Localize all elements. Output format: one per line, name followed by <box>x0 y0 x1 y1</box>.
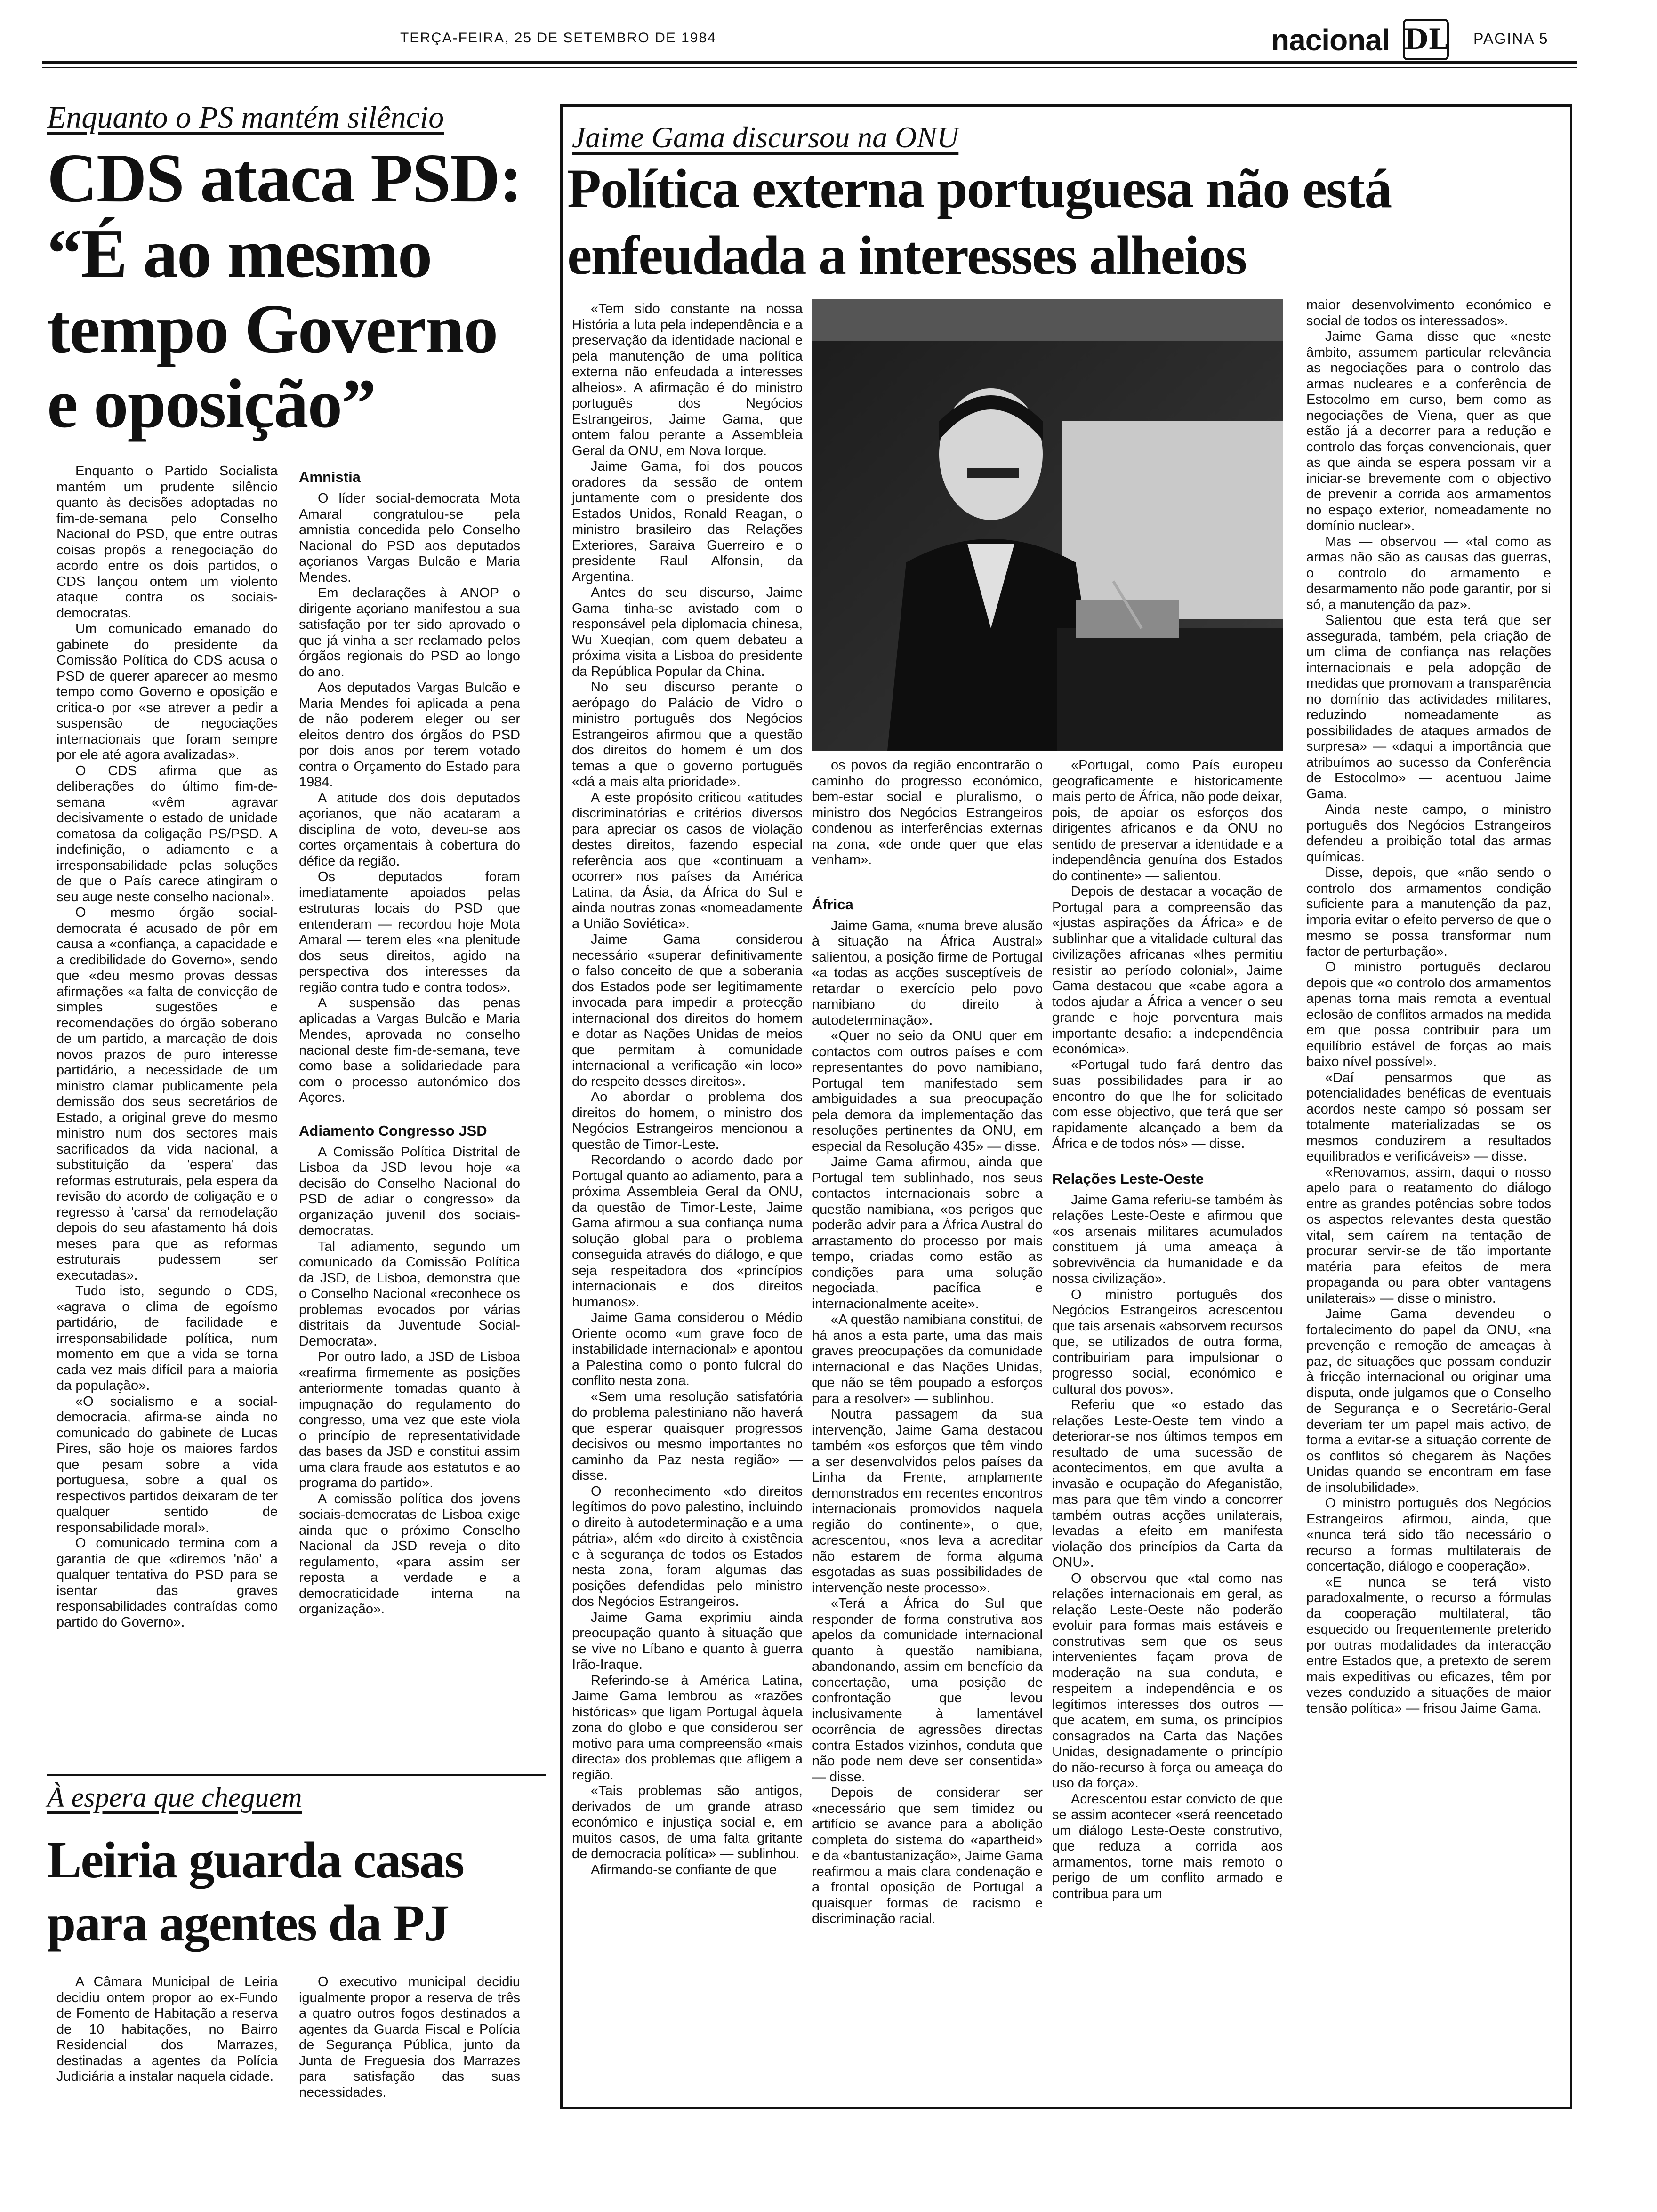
amnistia-subheading: Amnistia <box>299 469 361 485</box>
cds-headline-line: tempo Governo <box>47 290 498 368</box>
cds-column-2 <box>299 464 520 1767</box>
gama-paragraph: O ministro português declarou depois que «o controlo dos armamentos apenas torna mais remota a eventual eclosão de conflitos armados na medida em que possa contribuir para um equilíbrio estável de forças ao mais baixo nível possível». <box>1306 960 1551 1069</box>
gama-paragraph: Jaime Gama, «numa breve alusão à situação na África Austral» salientou, a posição firme de Portugal «a todas as acções susceptíveis de retardar o exercício pelo povo namibiano do direito à autodeterminação». <box>812 918 1043 1028</box>
gama-paragraph: «E nunca se terá visto paradoxalmente, o recurso a fórmulas da cooperação multilateral, tão esquecido ou frequentemente preterido por outras modalidades da interacção entre Estados que, a pretexto de serem mais expeditivas ou eficazes, têm por vezes conduzido a situações de maior tensão política» — frisou Jaime Gama. <box>1306 1574 1551 1716</box>
gama-column-3 <box>1052 758 1283 2094</box>
leiria-column-2 <box>299 1974 520 2100</box>
gama-paragraph: Jaime Gama devendeu o fortalecimento do papel da ONU, «na prevenção e remoção de ameaças à paz, de situações que possam conduzir à fricção internacional ou originar uma disputa, onde julgamos que o Conselho de Segurança e o Secretário-Geral deveriam ter um papel mais activo, de forma a evitar-se a situação corrente de os conflitos só chegarem às Nações Unidas quando se encontram em fase de insolubilidade». <box>1306 1306 1551 1495</box>
cds-column-1 <box>56 464 278 1767</box>
gama-paragraph: Disse, depois, que «não sendo o controlo dos armamentos condição suficiente para a manutenção da paz, imporia evitar o efeito perverso de que o mesmo se possa transformar num factor de perturbação». <box>1306 865 1551 959</box>
cds-paragraph: O mesmo órgão social-democrata é acusado de pôr em causa a «confiança, a capacidade e a credibilidade do Governo», sendo que «deu mesmo provas dessas afirmações «a falta de convicção de simples sugestões e recomendações do órgão soberano de um partido, a marcação de dois novos prazos de puro interesse partidário, a necessidade de um ministro clamar publicamente pela demissão dos seus secretários de Estado, a original greve do mesmo ministro num dos sectores mais sacrificados da vida nacional, a substituição da 'espera' das reformas estruturais, pela espera da revisão do acordo de coligação e o regresso à 'carsa' da remodelação depois do seu afastamento há dois meses para que as reformas estruturais pudessem ser executadas». <box>56 905 278 1283</box>
gama-paragraph: No seu discurso perante o aerópago do Palácio de Vidro o ministro português dos Negócios Estrangeiros afirmou que a questão dos direitos do homem é um dos temas a que o governo português «dá a mais alta prioridade». <box>572 680 803 789</box>
masthead-rule-thin <box>42 67 1577 68</box>
gama-paragraph: Referiu que «o estado das relações Leste-Oeste tem vindo a deteriorar-se nos últimos tempos em resultado de uma sucessão de acontecimentos, em que avulta a invasão e ocupação do Afeganistão, mas para que têm vindo a concorrer também outras acções unilaterais, levadas a efeito em manifesta violação dos princípios da Carta da ONU». <box>1052 1397 1283 1570</box>
cds-paragraph: A Comissão Política Distrital de Lisboa da JSD levou hoje «a decisão do Conselho Nacional do PSD de adiar o congresso» da organização juvenil dos sociais-democratas. <box>299 1144 520 1238</box>
cds-paragraph: A atitude dos dois deputados açorianos, que não acataram a disciplina de voto, deveu-se aos cortes orçamentais à cobertura do défice da região. <box>299 790 520 869</box>
gama-kicker: Jaime Gama discursou na ONU <box>572 120 959 154</box>
gama-paragraph: Antes do seu discurso, Jaime Gama tinha-se avistado com o responsável pela diplomacia chinesa, Wu Xueqian, com quem debateu a próxima visita a Lisboa do presidente da República Popular da China. <box>572 585 803 679</box>
gama-paragraph: Jaime Gama disse que «neste âmbito, assumem particular relevância as negociações para o controlo das armas nucleares e a conferência de Estocolmo em curso, bem como as negociações de Viena, quer as que estão já a decorrer para a redução e controlo das forças convencionais, quer as que ainda se espera possam vir a iniciar-se brevemente com o objectivo de prevenir a corrida aos armamentos no espaço exterior, nomeadamente no domínio nuclear». <box>1306 329 1551 533</box>
gama-headline-line: Política externa portuguesa não está <box>567 158 1392 219</box>
leiria-column-1 <box>56 1974 278 2087</box>
gama-paragraph: «Tais problemas são antigos, derivados de um grande atraso económico e injustiça social e, em muitos casos, de uma falta gritante de democracia política» — sublinhou. <box>572 1783 803 1861</box>
gama-column-4 <box>1306 297 1551 2094</box>
newspaper-logo: DL <box>1403 19 1449 60</box>
gama-paragraph: Jaime Gama referiu-se também às relações Leste-Oeste e afirmou que «os arsenais militares acumulados constituem já uma ameaça à sobrevivência da humanidade e da nossa civilização». <box>1052 1192 1283 1286</box>
cds-headline <box>47 141 522 442</box>
gama-column-1 <box>572 301 803 2094</box>
speaker-at-podium-photo <box>812 299 1283 751</box>
cds-paragraph: O comunicado termina com a garantia de que «diremos 'não' a qualquer tentativa do PSD para se isentar das graves responsabilidades contraídas como partido do Governo». <box>56 1536 278 1630</box>
gama-paragraph: «Tem sido constante na nossa História a luta pela independência e a preservação da identidade nacional e pela manutenção de uma política externa não enfeudada a interesses alheios». A afirmação é do ministro português dos Negócios Estrangeiros, Jaime Gama, que ontem falou perante a Assembleia Geral da ONU, em Nova Iorque. <box>572 301 803 458</box>
cds-paragraph: Enquanto o Partido Socialista mantém um prudente silêncio quanto às decisões adoptadas no fim-de-semana pelo Conselho Nacional do PSD, que entre outras coisas propôs a renegociação do acordo entre os dois partidos, o CDS lançou ontem um violento ataque contra os sociais-democratas. <box>56 464 278 621</box>
gama-paragraph: Jaime Gama afirmou, ainda que Portugal tem sublinhado, nos seus contactos internacionais sobre a questão namibiana, «os perigos que poderão advir para a África Austral do arrastamento do processo por mais tempo, criadas como estão as condições para uma solução negociada, pacífica e internacionalmente aceite». <box>812 1154 1043 1312</box>
gama-paragraph: O observou que «tal como nas relações internacionais em geral, as relação Leste-Oeste não poderão evoluir para formas mais estáveis e construtivas sem que os seus intervenientes façam prova de moderação na sua conduta, e respeitem a independência e os legítimos interesses dos outros — que acatem, em suma, os princípios consagrados na Carta das Nações Unidas, designadamente o princípio do não-recurso à força ou ameaça do uso da força». <box>1052 1571 1283 1791</box>
cds-paragraph: Aos deputados Vargas Bulcão e Maria Mendes foi aplicada a pena de não poderem eleger ou ser eleitos dentro dos órgãos do PSD por dois anos por terem votado contra o Orçamento do Estado para 1984. <box>299 680 520 790</box>
gama-headline <box>567 155 1391 289</box>
cds-paragraph: «O socialismo e a social-democracia, afirma-se ainda no comunicado do gabinete de Lucas Pires, são hoje os maiores fardos que pesam sobre a vida portuguesa, sobre a qual os respectivos partidos deixaram de ter qualquer sentido de responsabilidade moral». <box>56 1394 278 1535</box>
leiria-divider <box>47 1774 546 1776</box>
gama-paragraph: maior desenvolvimento económico e social de todos os interessados». <box>1306 297 1551 329</box>
gama-paragraph: Acrescentou estar convicto de que se assim acontecer «será reencetado um diálogo Leste-Oeste construtivo, que reduza a corrida aos armamentos, torne mais remoto o perigo de um conflito armado e contribua para um <box>1052 1791 1283 1901</box>
leiria-headline-line: para agentes da PJ <box>47 1894 449 1952</box>
gama-column-2 <box>812 758 1043 2094</box>
gama-paragraph: A este propósito criticou «atitudes discriminatórias e critérios diversos para apreciar os casos de violação destes direitos, fazendo especial referência aos que «continuam a ocorrer» nos países da América Latina, da Ásia, da África do Sul e ainda noutras zonas «nomeadamente a União Soviética». <box>572 790 803 931</box>
gama-paragraph: Noutra passagem da sua intervenção, Jaime Gama destacou também «os esforços que têm vindo a ser desenvolvidos pelos países da Linha da Frente, amplamente demonstrados em recentes encontros internacionais promovidos naquela região do continente», o que, acrescentou, «nos leva a acreditar não estarem de forma alguma esgotadas as suas possibilidades de intervenção neste processo». <box>812 1407 1043 1595</box>
section-name: nacional <box>1271 23 1390 57</box>
cds-kicker: Enquanto o PS mantém silêncio <box>47 100 444 135</box>
gama-paragraph: Jaime Gama considerou o Médio Oriente ocomo «um grave foco de instabilidade internacional» e apontou a Palestina como o ponto fulcral do conflito nesta zona. <box>572 1310 803 1388</box>
gama-paragraph: «Portugal, como País europeu geograficamente e historicamente mais perto de África, não pode deixar, pois, de apoiar os esforços dos dirigentes africanos e da ONU no sentido de preservar a identidade e a independência genuína dos Estados do continente» — salientou. <box>1052 758 1283 883</box>
cds-headline-line: e oposição” <box>47 365 376 443</box>
news-photo <box>812 299 1283 751</box>
gama-paragraph: os povos da região encontrarão o caminho do progresso económico, bem-estar social e pluralismo, o ministro dos Negócios Estrangeiros condenou as interferências externas na zona, «de onde quer que elas venham». <box>812 758 1043 867</box>
cds-paragraph: Tudo isto, segundo o CDS, «agrava o clima de egoísmo partidário, de facilidade e irresponsabilidade política, num momento em que a vida se torna cada vez mais difícil para a maioria da população». <box>56 1283 278 1393</box>
leiria-kicker: À espera que cheguem <box>47 1782 302 1813</box>
cds-headline-line: CDS ataca PSD: <box>47 140 522 217</box>
gama-paragraph: «Renovamos, assim, daqui o nosso apelo para o reatamento do diálogo entre as grandes potências sobre todos os aspectos relevantes desta questão vital, sem caírem na tentação de procurar servir-se de tão importante matéria para efeitos de mera propaganda ou para obter vantagens unilaterais» — disse o ministro. <box>1306 1164 1551 1306</box>
gama-paragraph: «Sem uma resolução satisfatória do problema palestiniano não haverá que esperar quaisquer progressos decisivos ou mesmo importantes no caminho da Paz nesta região» — disse. <box>572 1389 803 1483</box>
gama-paragraph: «Daí pensarmos que as potencialidades benéficas de eventuais acordos neste campo só possam ser totalmente materializadas se os mesmos conduzirem a resultados equilibrados e verificáveis» — disse. <box>1306 1070 1551 1164</box>
cds-paragraph: O líder social-democrata Mota Amaral congratulou-se pela amnistia concedida pelo Conselho Nacional do PSD aos deputados açorianos Vargas Bulcão e Maria Mendes. <box>299 491 520 585</box>
cds-paragraph: Tal adiamento, segundo um comunicado da Comissão Política da JSD, de Lisboa, demonstra que o Conselho Nacional «reconhece os problemas evocados por várias distritais da Juventude Social-Democrata». <box>299 1239 520 1349</box>
gama-paragraph: Jaime Gama exprimiu ainda preocupação quanto à situação que se vive no Líbano e quanto à guerra Irão-Iraque. <box>572 1610 803 1672</box>
gama-paragraph: «Terá a África do Sul que responder de forma construtiva aos apelos da comunidade internacional quanto à questão namibiana, abandonando, assim em benefício da concertação, uma posição de confrontação que levou inclusivamente à lamentável ocorrência de agressões directas contra Estados vizinhos, conduta que não pode nem deve ser consentida» — disse. <box>812 1596 1043 1785</box>
gama-paragraph: O ministro português dos Negócios Estrangeiros afirmou, ainda, que «nunca terá sido tão necessário o recurso a formas multilaterais de concertação, diálogo e cooperação». <box>1306 1496 1551 1574</box>
issue-date: TERÇA-FEIRA, 25 DE SETEMBRO DE 1984 <box>400 30 716 46</box>
gama-paragraph: Ao abordar o problema dos direitos do homem, o ministro dos Negócios Estrangeiros mencionou a questão de Timor-Leste. <box>572 1090 803 1152</box>
cds-paragraph: A suspensão das penas aplicadas a Vargas Bulcão e Maria Mendes, aprovada no conselho nacional deste fim-de-semana, teve como base a solidariedade para com o processo autonómico dos Açores. <box>299 995 520 1105</box>
gama-paragraph: Jaime Gama considerou necessário «superar definitivamente o falso conceito de que a soberania dos Estados pode ser legitimamente invocada para impedir a protecção internacional dos direitos do homem e dotar as Nações Unidas de meios que permitam à comunidade internacional a verificação «in loco» do respeito desses direitos». <box>572 932 803 1089</box>
gama-paragraph: Depois de destacar a vocação de Portugal para a compreensão das «justas aspirações da África» e de sublinhar que a vitalidade cultural das civilizações africanas «lhes permitiu resistir ao período colonial», Jaime Gama destacou que «cabe agora a todos ajudar a África a vencer o seu grande e hoje porventura mais importante desafio: a independência económica». <box>1052 884 1283 1057</box>
gama-paragraph: Mas — observou — «tal como as armas não são as causas das guerras, o controlo do armamento e desarmamento não pode garantir, por si só, a manutenção da paz». <box>1306 534 1551 612</box>
cds-paragraph: Um comunicado emanado do gabinete do presidente da Comissão Política do CDS acusa o PSD de querer aparecer ao mesmo tempo como Governo e oposição e critica-o por «se atrever a pedir a suspensão de negociações internacionais que foram sempre por ele até agora avalizadas». <box>56 621 278 762</box>
cds-paragraph: Os deputados foram imediatamente apoiados pelas estruturas locais do PSD que entenderam — recordou hoje Mota Amaral — terem eles «na plenitude dos seus direitos, agido na perspectiva dos interesses da região contra tudo e contra todos». <box>299 869 520 995</box>
gama-paragraph: Salientou que esta terá que ser assegurada, também, pela criação de um clima de confiança nas relações internacionais e pela adopção de medidas que promovam a transparência no domínio das actividades militares, reduzindo nomeadamente as possibilidades de ataques armados de surpresa» — «daqui a importância que atribuímos ao sucesso da Conferência de Estocolmo» — acentuou Jaime Gama. <box>1306 613 1551 801</box>
jsd-subheading: Adiamento Congresso JSD <box>299 1122 487 1139</box>
cds-paragraph: A comissão política dos jovens sociais-democratas de Lisboa exige ainda que o próximo Conselho Nacional da JSD reveja o dito regulamento, «para assim ser reposta a verdade e a democraticidade interna na organização». <box>299 1491 520 1617</box>
leiria-headline <box>47 1828 464 1955</box>
gama-paragraph: Afirmando-se confiante de que <box>591 1862 777 1877</box>
gama-paragraph: «A questão namibiana constitui, de há anos a esta parte, uma das mais graves preocupações da comunidade internacional e das Nações Unidas, que não se têm poupado a esforços para a resolver» — sublinhou. <box>812 1312 1043 1406</box>
gama-paragraph: Referindo-se à América Latina, Jaime Gama lembrou as «razões históricas» que ligam Portugal àquela zona do globo e que considerou ser motivo para uma compreensão «mais directa» dos problemas que afligem a região. <box>572 1673 803 1783</box>
gama-paragraph: Depois de considerar ser «necessário que sem timidez ou artifício se avance para a abolição completa do sistema do «apartheid» e da «bantustanização», Jaime Gama reafirmou a mais clara condenação e a frontal oposição de Portugal a quaisquer formas de racismo e discriminação racial. <box>812 1785 1043 1926</box>
leiria-paragraph: A Câmara Municipal de Leiria decidiu ontem propor ao ex-Fundo de Fomento de Habitação a reserva de 10 habitações, no Bairro Residencial dos Marrazes, destinadas a agentes da Polícia Judiciária a instalar naquela cidade. <box>56 1974 278 2084</box>
leste-oeste-subheading: Relações Leste-Oeste <box>1052 1170 1204 1187</box>
cds-paragraph: O CDS afirma que as deliberações do último fim-de-semana «vêm agravar decisivamente o estado de unidade comatosa da coligação PS/PSD. A indefinição, o adiamento e a irresponsabilidade pelas soluções de que o País carece atingiram o seu auge neste conselho nacional». <box>56 763 278 905</box>
cds-paragraph: Em declarações à ANOP o dirigente açoriano manifestou a sua satisfação por ter sido aprovado o que já vinha a ser reclamado pelos órgãos regionais do PSD ao longo do ano. <box>299 585 520 680</box>
gama-paragraph: Jaime Gama, foi dos poucos oradores da sessão de ontem juntamente com o presidente dos Estados Unidos, Ronald Reagan, o ministro brasileiro das Relações Exteriores, Saraiva Guerreiro e o presidente Raul Alfonsin, da Argentina. <box>572 459 803 585</box>
gama-paragraph: «Portugal tudo fará dentro das suas possibilidades para ir ao encontro do que lhe for solicitado com esse objectivo, que terá que ser rapidamente alcançado a bem da África e de todos nós» — disse. <box>1052 1057 1283 1151</box>
gama-paragraph: Recordando o acordo dado por Portugal quanto ao adiamento, para a próxima Assembleia Geral da ONU, da questão de Timor-Leste, Jaime Gama afirmou a sua confiança numa solução global para o problema conseguida através do diálogo, e que seja respeitadora dos «princípios internacionais e dos direitos humanos». <box>572 1153 803 1310</box>
leiria-paragraph: O executivo municipal decidiu igualmente propor a reserva de três a quatro outros fogos destinados a agentes da Guarda Fiscal e Polícia de Segurança Pública, junto da Junta de Freguesia dos Marrazes para satisfação das suas necessidades. <box>299 1974 520 2100</box>
gama-paragraph: «Quer no seio da ONU quer em contactos com outros países e com representantes do povo namibiano, Portugal tem manifestado sem ambiguidades a sua preocupação pela demora da implementação das resoluções pertinentes da ONU, em especial da Resolução 435» — disse. <box>812 1028 1043 1154</box>
gama-headline-line: enfeudada a interesses alheios <box>567 224 1247 286</box>
africa-subheading: África <box>812 896 853 913</box>
page-number: PAGINA 5 <box>1473 30 1549 47</box>
gama-paragraph: Ainda neste campo, o ministro português dos Negócios Estrangeiros defendeu a proibição total das armas químicas. <box>1306 802 1551 865</box>
masthead-rule <box>42 61 1577 64</box>
cds-headline-line: “É ao mesmo <box>47 215 432 292</box>
gama-paragraph: O reconhecimento «do direitos legítimos do povo palestino, incluindo o direito à autodeterminação e a uma pátria», além «do direito à existência e à segurança de todos os Estados nesta zona, foram algumas das posições defendidas pelo ministro dos Negócios Estrangeiros. <box>572 1483 803 1609</box>
cds-paragraph: Por outro lado, a JSD de Lisboa «reafirma firmemente as posições anteriormente tomadas quanto à impugnação do regulamento do congresso, uma vez que este viola o princípio de representatividade das bases da JSD e constitui assim uma clara fraude aos estatutos e ao programa do partido». <box>299 1349 520 1491</box>
gama-paragraph: O ministro português dos Negócios Estrangeiros acrescentou que tais arsenais «absorvem recursos que, se utilizados de outra forma, contribuiriam para impulsionar o progresso social, económico e cultural dos povos». <box>1052 1287 1283 1397</box>
leiria-headline-line: Leiria guarda casas <box>47 1831 464 1889</box>
